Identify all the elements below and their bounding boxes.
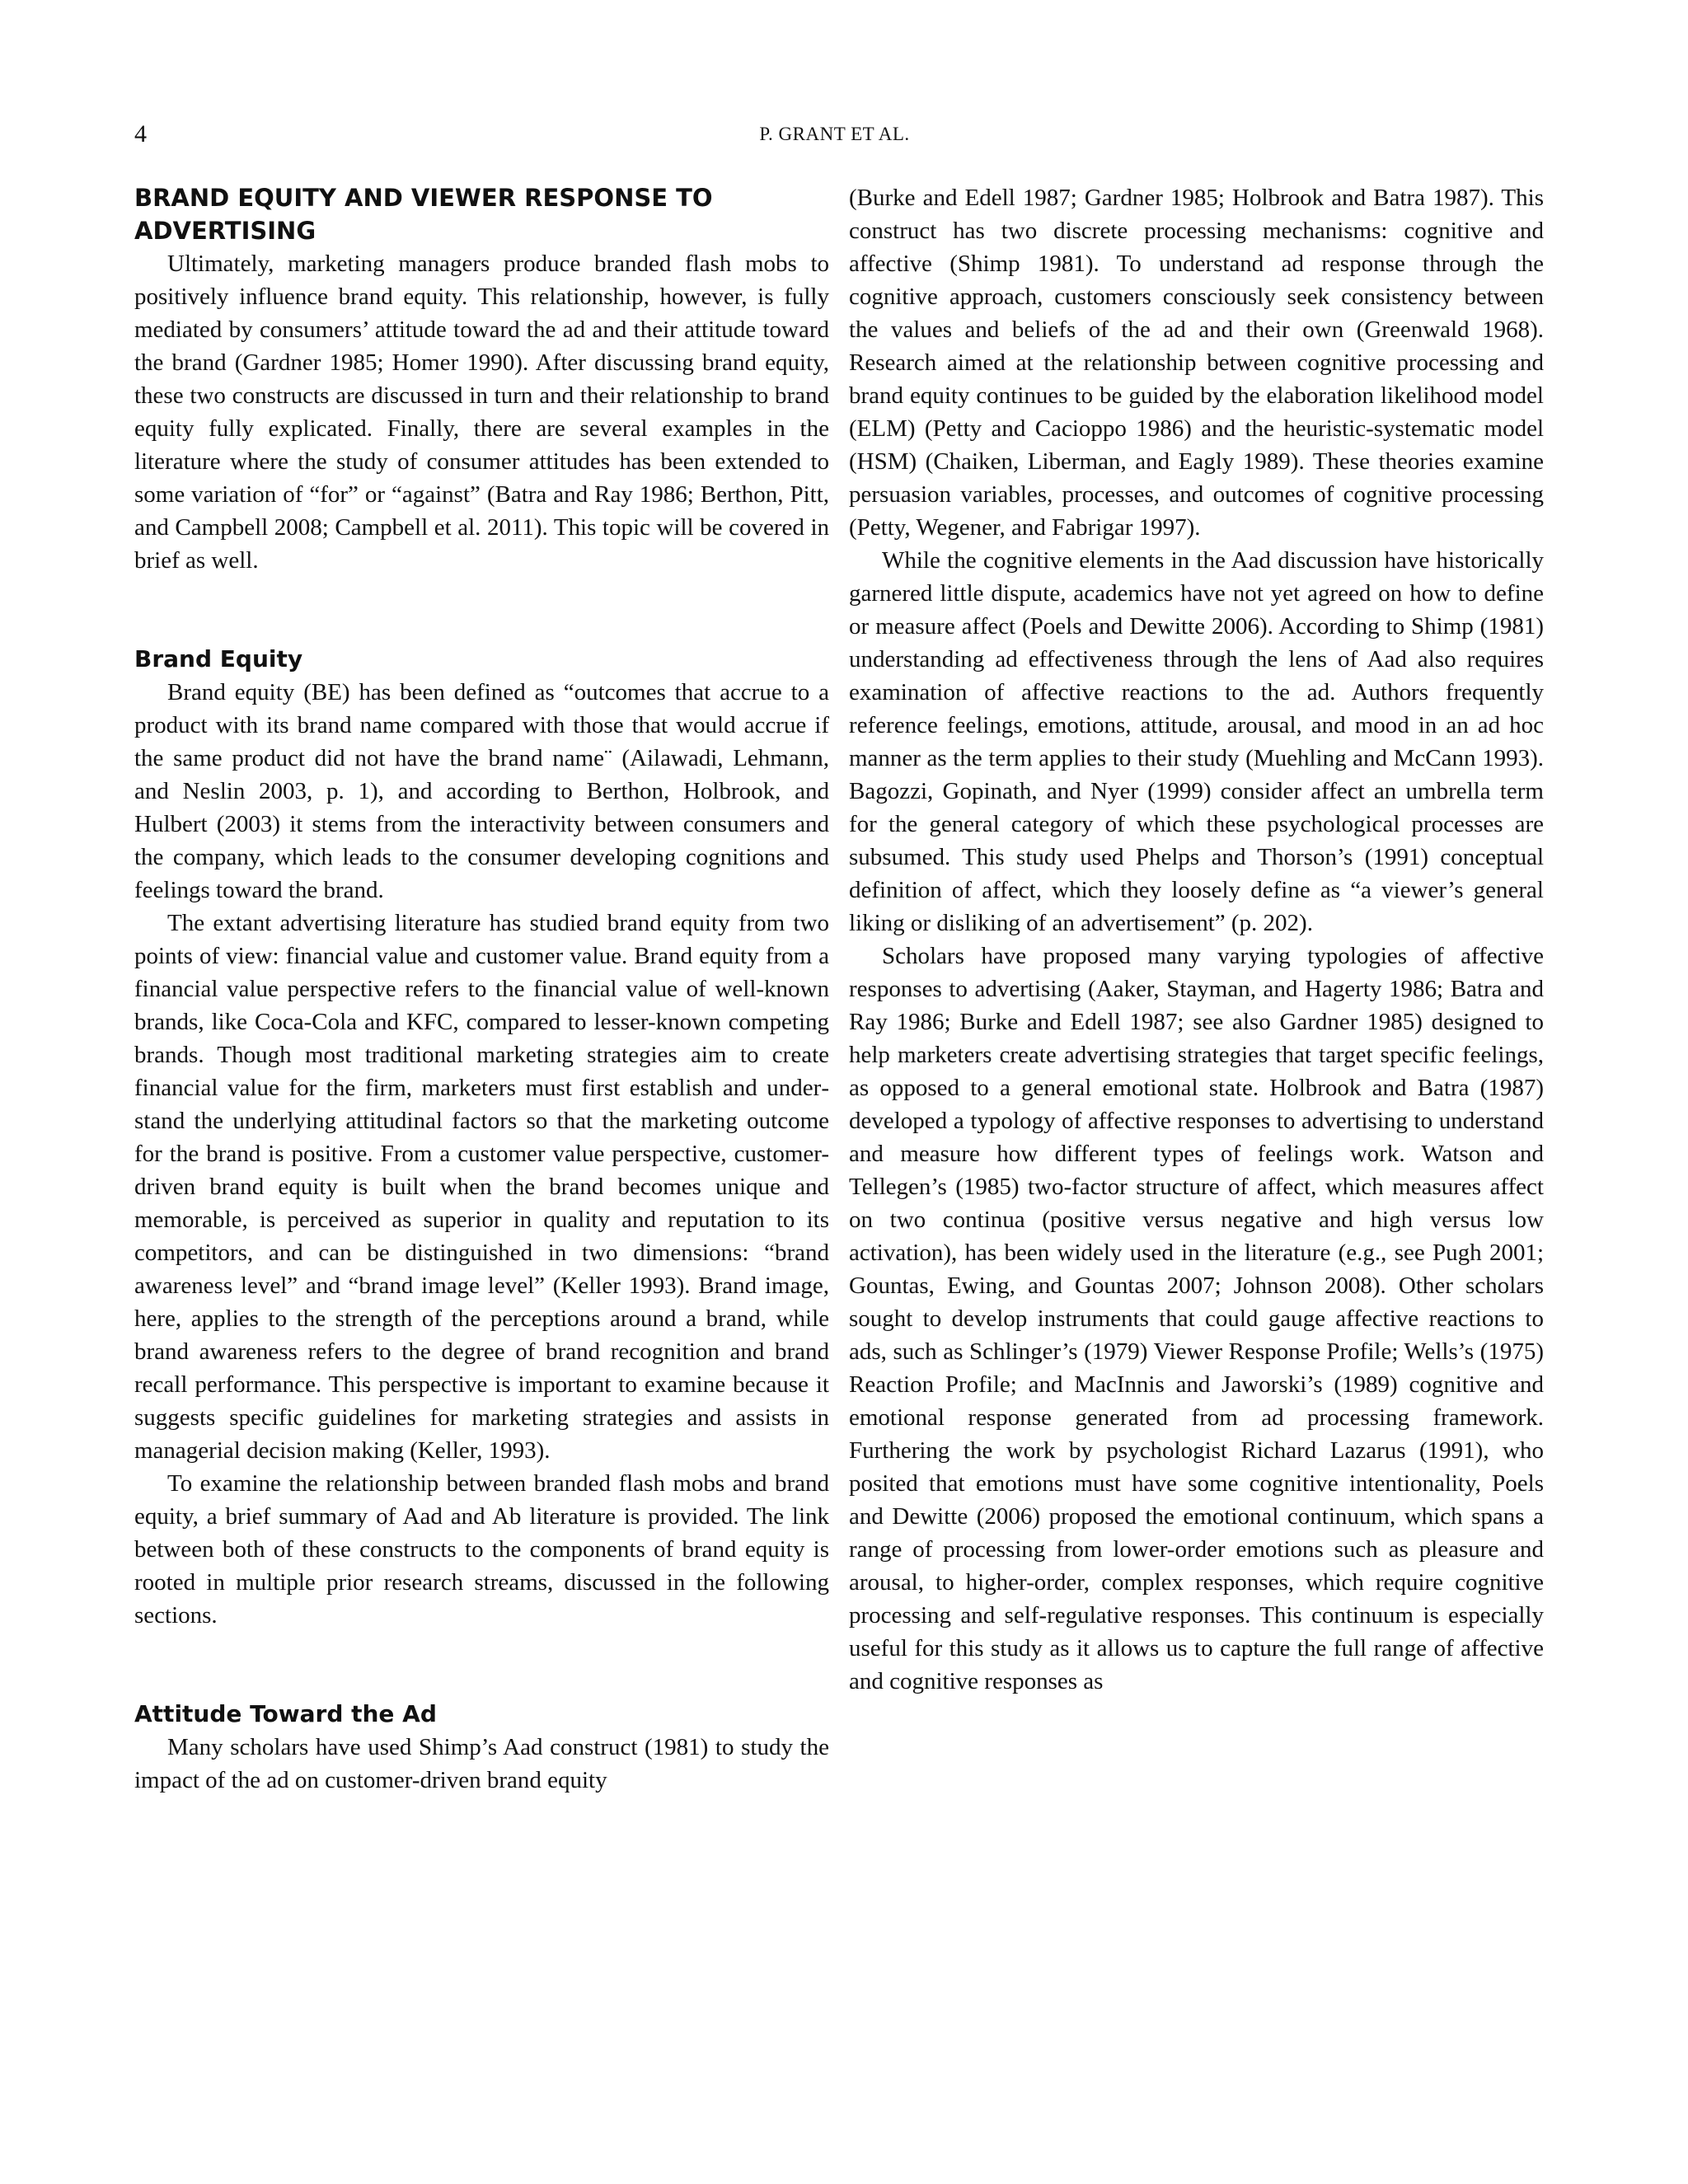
- section-heading: BRAND EQUITY AND VIEWER RESPONSE TO ADVERTISING: [134, 184, 713, 245]
- continued-paragraph: (Burke and Edell 1987; Gardner 1985; Holbrook and Batra 1987). This construct has two discrete processing mechanisms: cognitive and affective (Shimp 1981). To understand ad response through the cognitive approach, customers consciously seek consistency between the values and beliefs of the ad and their own (Greenwald 1968). Research aimed at the relationship between cognitive processing and brand equity continues to be guided by the elaboration likelihood model (ELM) (Petty and Cacioppo 1986) and the heuristic-systematic model (HSM) (Chaiken, Liberman, and Eagly 1989). These theories examine persuasion variables, processes, and outcomes of cognitive processing (Petty, Wegener, and Fabrigar 1997).: [849, 185, 1544, 541]
- right-column: [849, 181, 1544, 1698]
- attitude-toward-ad-heading: Attitude Toward the Ad: [134, 1700, 437, 1727]
- attitude-paragraph: Many scholars have used Shimp’s Aad construct (1981) to study the impact of the ad on customer-driven brand equity: [134, 1734, 829, 1793]
- left-column: [134, 181, 829, 1797]
- page-number: 4: [134, 120, 147, 148]
- brand-equity-paragraph-2: The extant advertising literature has studied brand equity from two points of view: financial value and customer value. Brand equity from a financial value perspective refers to the financial value of well-known brands, like Coca-Cola and KFC, compared to lesser-known competing brands. Though most traditional marketing strategies aim to create financial value for the firm, marketers must first establish and understand the underlying attitudinal factors so that the marketing outcome for the brand is positive. From a customer value perspective, customer-driven brand equity is built when the brand becomes unique and memorable, is perceived as superior in quality and reputation to its competitors, and can be distinguished in two dimensions: “brand awareness level” and “brand image level” (Keller 1993). Brand image, here, applies to the strength of the perceptions around a brand, while brand awareness refers to the degree of brand recognition and brand recall performance. This perspective is important to examine because it suggests specific guidelines for marketing strategies and assists in managerial decision making (Keller, 1993).: [134, 910, 829, 1464]
- brand-equity-paragraph-3: To examine the relationship between branded flash mobs and brand equity, a brief summary of Aad and Ab literature is provided. The link between both of these constructs to the components of brand equity is rooted in multiple prior research streams, discussed in the following sections.: [134, 1470, 829, 1629]
- affect-paragraph: While the cognitive elements in the Aad discussion have historically garnered little dispute, academics have not yet agreed on how to define or measure affect (Poels and Dewitte 2006). According to Shimp (1981) understanding ad effectiveness through the lens of Aad also requires examination of affective reactions to the ad. Authors frequently reference feelings, emotions, attitude, arousal, and mood in an ad hoc manner as the term applies to their study (Muehling and McCann 1993). Bagozzi, Gopinath, and Nyer (1999) consider affect an umbrella term for the general category of which these psychological processes are subsumed. This study used Phelps and Thorson’s (1991) conceptual definition of affect, which they loosely define as “a viewer’s general liking or disliking of an advertisement” (p. 202).: [849, 547, 1544, 936]
- running-header: [134, 120, 1535, 150]
- brand-equity-heading: Brand Equity: [134, 645, 303, 673]
- running-title: P. GRANT ET AL.: [759, 124, 910, 144]
- intro-paragraph: Ultimately, marketing managers produce branded flash mobs to positively influence brand equity. This relationship, however, is fully mediated by consumers’ attitude toward the ad and their attitude toward the brand (Gardner 1985; Homer 1990). After discussing brand equity, these two constructs are discussed in turn and their relationship to brand equity fully explicated. Finally, there are several examples in the literature where the study of consumer attitudes has been extended to some variation of “for” or “against” (Batra and Ray 1986; Berthon, Pitt, and Campbell 2008; Campbell et al. 2011). This topic will be covered in brief as well.: [134, 251, 829, 574]
- typologies-paragraph: Scholars have proposed many varying typologies of affective responses to advertising (Aaker, Stayman, and Hagerty 1986; Batra and Ray 1986; Burke and Edell 1987; see also Gardner 1985) designed to help marketers create advertising strategies that target specific feelings, as opposed to a general emotional state. Holbrook and Batra (1987) developed a typology of affective responses to advertising to understand and measure how different types of feelings work. Watson and Tellegen’s (1985) two-factor structure of affect, which measures affect on two continua (positive versus negative and high versus low activation), has been widely used in the literature (e.g., see Pugh 2001; Gountas, Ewing, and Gountas 2007; Johnson 2008). Other scholars sought to develop instruments that could gauge affective reactions to ads, such as Schlinger’s (1979) Viewer Response Profile; Wells’s (1975) Reaction Profile; and MacInnis and Jaworski’s (1989) cognitive and emotional response generated from ad processing framework. Furthering the work by psychologist Richard Lazarus (1991), who posited that emotions must have some cognitive intentionality, Poels and Dewitte (2006) proposed the emotional continuum, which spans a range of processing from lower-order emotions such as pleasure and arousal, to higher-order, complex responses, which require cognitive processing and self-regulative responses. This continuum is especially useful for this study as it allows us to capture the full range of affective and cognitive responses as: [849, 943, 1544, 1694]
- brand-equity-paragraph-1: Brand equity (BE) has been defined as “outcomes that accrue to a product with its brand name compared with those that would accrue if the same product did not have the brand name¨ (Ailawadi, Lehmann, and Neslin 2003, p. 1), and according to Berthon, Holbrook, and Hulbert (2003) it stems from the interactivity between consumers and the company, which leads to the consumer developing cognitions and feelings toward the brand.: [134, 679, 829, 903]
